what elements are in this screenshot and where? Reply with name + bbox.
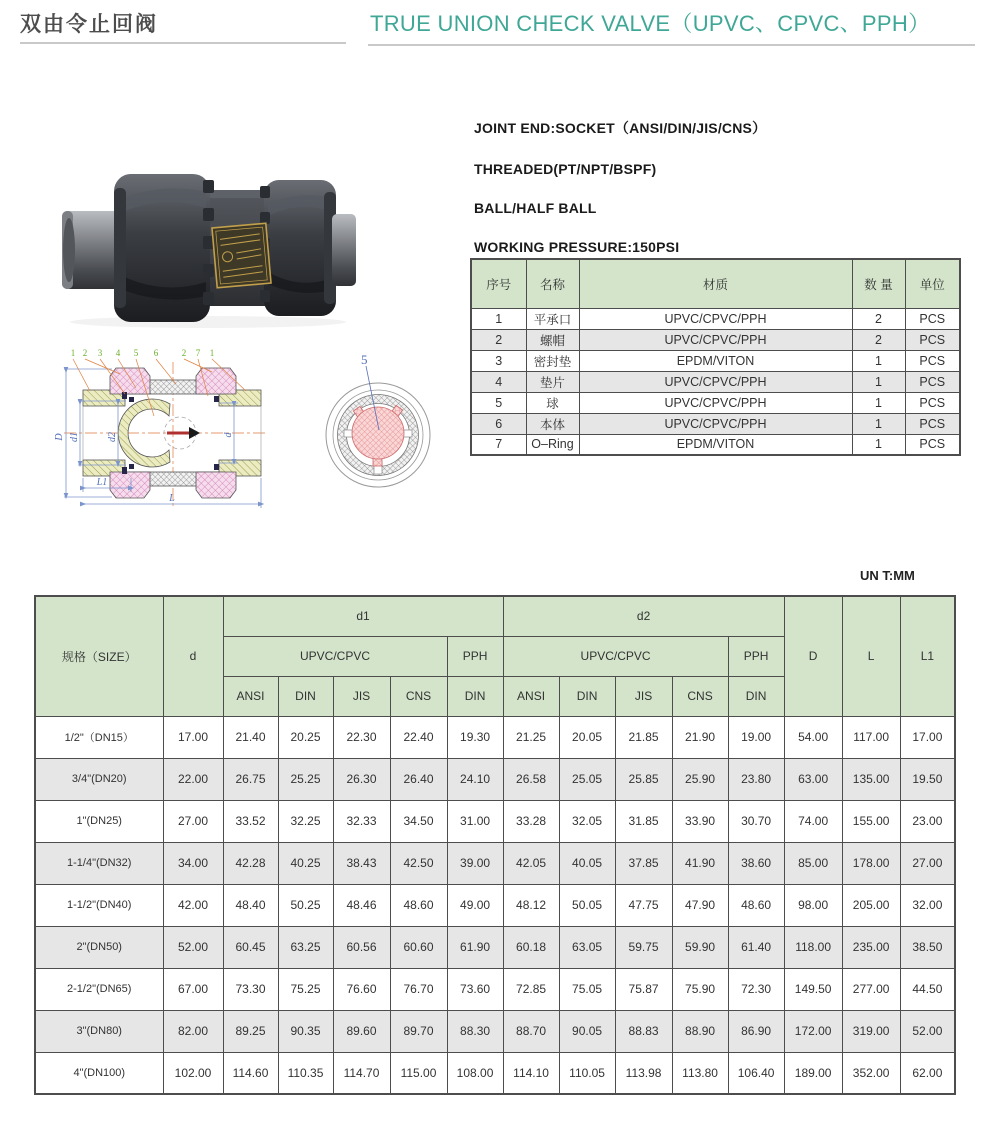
cell: 60.45 bbox=[223, 926, 278, 968]
cell: 63.00 bbox=[784, 758, 842, 800]
cell: UPVC/CPVC/PPH bbox=[579, 413, 852, 434]
cell: 50.25 bbox=[278, 884, 333, 926]
cell: 98.00 bbox=[784, 884, 842, 926]
cell: 19.30 bbox=[447, 716, 503, 758]
cell: 75.90 bbox=[672, 968, 728, 1010]
svg-text:5: 5 bbox=[133, 348, 139, 358]
table-row bbox=[471, 308, 960, 329]
section-view bbox=[64, 362, 268, 508]
cell: 117.00 bbox=[842, 716, 900, 758]
cell: 61.40 bbox=[728, 926, 784, 968]
cell: PCS bbox=[905, 350, 960, 371]
spec-pressure: WORKING PRESSURE:150PSI bbox=[474, 239, 680, 255]
cell: 5 bbox=[471, 392, 526, 413]
cell: 38.60 bbox=[728, 842, 784, 884]
cell: 113.98 bbox=[615, 1052, 672, 1094]
svg-text:1: 1 bbox=[70, 348, 76, 358]
col-D: D bbox=[784, 596, 842, 716]
svg-text:2: 2 bbox=[181, 348, 187, 358]
table-row bbox=[35, 716, 955, 758]
spec-joint-end: JOINT END:SOCKET（ANSI/DIN/JIS/CNS） bbox=[474, 120, 767, 136]
cell: 26.58 bbox=[503, 758, 559, 800]
cell: 21.25 bbox=[503, 716, 559, 758]
cell: 63.05 bbox=[559, 926, 615, 968]
col-L1: L1 bbox=[900, 596, 955, 716]
cell: 76.70 bbox=[390, 968, 447, 1010]
group-d2-upvc: UPVC/CPVC bbox=[503, 636, 728, 676]
cell: 1 bbox=[471, 308, 526, 329]
cell: 33.90 bbox=[672, 800, 728, 842]
cell: 62.00 bbox=[900, 1052, 955, 1094]
cell: PCS bbox=[905, 371, 960, 392]
table-row bbox=[35, 884, 955, 926]
cell: UPVC/CPVC/PPH bbox=[579, 329, 852, 350]
table-row bbox=[471, 371, 960, 392]
cell: 4 bbox=[471, 371, 526, 392]
table-row bbox=[35, 800, 955, 842]
cell: 21.90 bbox=[672, 716, 728, 758]
cell: 88.90 bbox=[672, 1010, 728, 1052]
cell: 34.00 bbox=[163, 842, 223, 884]
photo-shadow bbox=[70, 316, 346, 328]
cell: 螺帽 bbox=[526, 329, 579, 350]
cell: 75.87 bbox=[615, 968, 672, 1010]
cell: 1-1/2"(DN40) bbox=[35, 884, 163, 926]
cell: PCS bbox=[905, 413, 960, 434]
svg-text:7: 7 bbox=[195, 348, 201, 358]
cell: 48.60 bbox=[390, 884, 447, 926]
cell: 189.00 bbox=[784, 1052, 842, 1094]
cell: 19.50 bbox=[900, 758, 955, 800]
cell: 73.60 bbox=[447, 968, 503, 1010]
col-serial: 序号 bbox=[471, 259, 526, 308]
table-row bbox=[35, 968, 955, 1010]
cell: 32.33 bbox=[333, 800, 390, 842]
cell: PCS bbox=[905, 434, 960, 455]
cell: 60.60 bbox=[390, 926, 447, 968]
cell: 59.75 bbox=[615, 926, 672, 968]
cell: 178.00 bbox=[842, 842, 900, 884]
cell: 26.30 bbox=[333, 758, 390, 800]
cell: 59.90 bbox=[672, 926, 728, 968]
cell: UPVC/CPVC/PPH bbox=[579, 392, 852, 413]
unit-note: UN T:MM bbox=[860, 568, 915, 583]
cell: 172.00 bbox=[784, 1010, 842, 1052]
cell: 113.80 bbox=[672, 1052, 728, 1094]
table-row bbox=[35, 926, 955, 968]
table-row bbox=[471, 413, 960, 434]
cell: PCS bbox=[905, 392, 960, 413]
cell: 88.83 bbox=[615, 1010, 672, 1052]
cell: 21.40 bbox=[223, 716, 278, 758]
cell: 24.10 bbox=[447, 758, 503, 800]
cell: 1 bbox=[852, 350, 905, 371]
group-d1-upvc: UPVC/CPVC bbox=[223, 636, 447, 676]
cell: 40.25 bbox=[278, 842, 333, 884]
cell: 37.85 bbox=[615, 842, 672, 884]
cell: 52.00 bbox=[900, 1010, 955, 1052]
cell: 25.85 bbox=[615, 758, 672, 800]
col-d1-din: DIN bbox=[278, 676, 333, 716]
end-view bbox=[326, 352, 430, 487]
page-title-chinese: 双由令止回阀 bbox=[20, 13, 158, 36]
svg-text:4: 4 bbox=[115, 348, 121, 358]
svg-text:d2: d2 bbox=[107, 432, 118, 442]
col-d2-din: DIN bbox=[559, 676, 615, 716]
cell: 73.30 bbox=[223, 968, 278, 1010]
cell: 26.40 bbox=[390, 758, 447, 800]
table-row bbox=[35, 842, 955, 884]
cell: 2 bbox=[852, 308, 905, 329]
cell: 3 bbox=[471, 350, 526, 371]
cell: 20.25 bbox=[278, 716, 333, 758]
cell: 39.00 bbox=[447, 842, 503, 884]
cell: 6 bbox=[471, 413, 526, 434]
col-d2-cns: CNS bbox=[672, 676, 728, 716]
table-row bbox=[471, 434, 960, 455]
cell: 23.00 bbox=[900, 800, 955, 842]
cell: 67.00 bbox=[163, 968, 223, 1010]
cell: 75.25 bbox=[278, 968, 333, 1010]
cell: 密封垫 bbox=[526, 350, 579, 371]
cell: 1 bbox=[852, 413, 905, 434]
cell: 2 bbox=[852, 329, 905, 350]
spec-ball: BALL/HALF BALL bbox=[474, 200, 597, 216]
cell: 17.00 bbox=[900, 716, 955, 758]
cell: 54.00 bbox=[784, 716, 842, 758]
cell: 17.00 bbox=[163, 716, 223, 758]
cell: 135.00 bbox=[842, 758, 900, 800]
cell: 32.00 bbox=[900, 884, 955, 926]
cell: 垫片 bbox=[526, 371, 579, 392]
cell: 48.12 bbox=[503, 884, 559, 926]
cell: 1-1/4"(DN32) bbox=[35, 842, 163, 884]
cell: 7 bbox=[471, 434, 526, 455]
cell: 90.05 bbox=[559, 1010, 615, 1052]
cell: 72.30 bbox=[728, 968, 784, 1010]
col-qty: 数 量 bbox=[852, 259, 905, 308]
cell: 319.00 bbox=[842, 1010, 900, 1052]
cell: 108.00 bbox=[447, 1052, 503, 1094]
cell: 89.70 bbox=[390, 1010, 447, 1052]
cell: 86.90 bbox=[728, 1010, 784, 1052]
end-view-callout: 5 bbox=[361, 352, 368, 367]
cell: 85.00 bbox=[784, 842, 842, 884]
cell: 22.00 bbox=[163, 758, 223, 800]
cell: 42.05 bbox=[503, 842, 559, 884]
cell: 76.60 bbox=[333, 968, 390, 1010]
cell: 352.00 bbox=[842, 1052, 900, 1094]
cell: 235.00 bbox=[842, 926, 900, 968]
col-d1-pph-din: DIN bbox=[447, 676, 503, 716]
cell: 102.00 bbox=[163, 1052, 223, 1094]
table-row bbox=[471, 350, 960, 371]
cell: 20.05 bbox=[559, 716, 615, 758]
cell: EPDM/VITON bbox=[579, 434, 852, 455]
cell: 48.60 bbox=[728, 884, 784, 926]
svg-text:L1: L1 bbox=[96, 477, 108, 488]
col-name: 名称 bbox=[526, 259, 579, 308]
cell: 23.80 bbox=[728, 758, 784, 800]
parts-header-row bbox=[471, 259, 960, 308]
cell: 75.05 bbox=[559, 968, 615, 1010]
cell: 61.90 bbox=[447, 926, 503, 968]
cell: 149.50 bbox=[784, 968, 842, 1010]
cell: 3"(DN80) bbox=[35, 1010, 163, 1052]
product-photo bbox=[58, 148, 358, 330]
svg-text:2: 2 bbox=[82, 348, 88, 358]
cell: 90.35 bbox=[278, 1010, 333, 1052]
cell: 球 bbox=[526, 392, 579, 413]
cell: 48.40 bbox=[223, 884, 278, 926]
cell: 205.00 bbox=[842, 884, 900, 926]
col-d: d bbox=[163, 596, 223, 716]
group-d1-pph: PPH bbox=[447, 636, 503, 676]
cell: 22.30 bbox=[333, 716, 390, 758]
cell: 74.00 bbox=[784, 800, 842, 842]
group-d2: d2 bbox=[503, 596, 784, 636]
cell: UPVC/CPVC/PPH bbox=[579, 308, 852, 329]
cell: 89.60 bbox=[333, 1010, 390, 1052]
cell: 4"(DN100) bbox=[35, 1052, 163, 1094]
cell: 40.05 bbox=[559, 842, 615, 884]
cell: 41.90 bbox=[672, 842, 728, 884]
svg-text:d: d bbox=[223, 432, 234, 438]
cell: 31.85 bbox=[615, 800, 672, 842]
svg-text:6: 6 bbox=[153, 348, 159, 358]
col-d1-ansi: ANSI bbox=[223, 676, 278, 716]
cell: 60.18 bbox=[503, 926, 559, 968]
cell: 89.25 bbox=[223, 1010, 278, 1052]
cell: 114.60 bbox=[223, 1052, 278, 1094]
cell: 31.00 bbox=[447, 800, 503, 842]
cell: 2 bbox=[471, 329, 526, 350]
col-L: L bbox=[842, 596, 900, 716]
cell: 1"(DN25) bbox=[35, 800, 163, 842]
cell: 115.00 bbox=[390, 1052, 447, 1094]
cell: 26.75 bbox=[223, 758, 278, 800]
svg-text:L: L bbox=[169, 493, 175, 504]
group-d2-pph: PPH bbox=[728, 636, 784, 676]
cell: 3/4"(DN20) bbox=[35, 758, 163, 800]
table-row bbox=[471, 329, 960, 350]
group-d1: d1 bbox=[223, 596, 503, 636]
col-d2-ansi: ANSI bbox=[503, 676, 559, 716]
table-row bbox=[35, 1010, 955, 1052]
col-size: 规格（SIZE） bbox=[35, 596, 163, 716]
flow-arrow bbox=[189, 427, 200, 439]
cell: 1 bbox=[852, 434, 905, 455]
parts-table bbox=[470, 258, 961, 456]
valve-body-photo bbox=[62, 174, 356, 322]
svg-text:D: D bbox=[54, 433, 65, 441]
cell: 38.43 bbox=[333, 842, 390, 884]
cell: 27.00 bbox=[900, 842, 955, 884]
callout-numbers bbox=[71, 348, 215, 358]
cell: 49.00 bbox=[447, 884, 503, 926]
cell: 118.00 bbox=[784, 926, 842, 968]
cell: 1 bbox=[852, 371, 905, 392]
page-title-english: TRUE UNION CHECK VALVE（UPVC、CPVC、PPH） bbox=[370, 11, 931, 36]
table-row bbox=[471, 392, 960, 413]
cell: 32.25 bbox=[278, 800, 333, 842]
spec-threaded: THREADED(PT/NPT/BSPF) bbox=[474, 161, 657, 177]
technical-drawing bbox=[28, 338, 468, 533]
col-unit: 单位 bbox=[905, 259, 960, 308]
table-row bbox=[35, 758, 955, 800]
cell: 25.05 bbox=[559, 758, 615, 800]
cell: 42.50 bbox=[390, 842, 447, 884]
cell: 88.30 bbox=[447, 1010, 503, 1052]
cell: 本体 bbox=[526, 413, 579, 434]
table-row bbox=[35, 1052, 955, 1094]
cell: PCS bbox=[905, 329, 960, 350]
cell: 60.56 bbox=[333, 926, 390, 968]
cell: 155.00 bbox=[842, 800, 900, 842]
cell: UPVC/CPVC/PPH bbox=[579, 371, 852, 392]
cell: 22.40 bbox=[390, 716, 447, 758]
cell: 72.85 bbox=[503, 968, 559, 1010]
cell: 106.40 bbox=[728, 1052, 784, 1094]
brand-label bbox=[212, 223, 271, 287]
col-d2-jis: JIS bbox=[615, 676, 672, 716]
svg-text:1: 1 bbox=[209, 348, 215, 358]
cell: 1/2"（DN15） bbox=[35, 716, 163, 758]
cell: 32.05 bbox=[559, 800, 615, 842]
cell: 52.00 bbox=[163, 926, 223, 968]
cell: 19.00 bbox=[728, 716, 784, 758]
cell: 25.25 bbox=[278, 758, 333, 800]
col-d2-pph-din: DIN bbox=[728, 676, 784, 716]
cell: O–Ring bbox=[526, 434, 579, 455]
cell: 33.28 bbox=[503, 800, 559, 842]
cell: 21.85 bbox=[615, 716, 672, 758]
cell: PCS bbox=[905, 308, 960, 329]
svg-text:3: 3 bbox=[97, 348, 103, 358]
cell: 63.25 bbox=[278, 926, 333, 968]
cell: 47.75 bbox=[615, 884, 672, 926]
dimensions-table bbox=[34, 595, 956, 1095]
cell: 110.35 bbox=[278, 1052, 333, 1094]
cell: 2"(DN50) bbox=[35, 926, 163, 968]
cell: 44.50 bbox=[900, 968, 955, 1010]
cell: 2-1/2"(DN65) bbox=[35, 968, 163, 1010]
cell: 42.28 bbox=[223, 842, 278, 884]
col-d1-jis: JIS bbox=[333, 676, 390, 716]
cell: 48.46 bbox=[333, 884, 390, 926]
spec-list bbox=[474, 118, 766, 278]
cell: 110.05 bbox=[559, 1052, 615, 1094]
cell: 30.70 bbox=[728, 800, 784, 842]
cell: 33.52 bbox=[223, 800, 278, 842]
dim-header-row-1 bbox=[35, 596, 955, 636]
cell: 42.00 bbox=[163, 884, 223, 926]
col-material: 材质 bbox=[579, 259, 852, 308]
cell: 34.50 bbox=[390, 800, 447, 842]
cell: 47.90 bbox=[672, 884, 728, 926]
cell: 27.00 bbox=[163, 800, 223, 842]
cell: 38.50 bbox=[900, 926, 955, 968]
cell: 277.00 bbox=[842, 968, 900, 1010]
title-underline-right bbox=[368, 44, 975, 46]
cell: 82.00 bbox=[163, 1010, 223, 1052]
cell: 1 bbox=[852, 392, 905, 413]
title-underline-left bbox=[20, 42, 346, 44]
cell: 114.10 bbox=[503, 1052, 559, 1094]
svg-text:d1: d1 bbox=[69, 432, 80, 442]
cell: 114.70 bbox=[333, 1052, 390, 1094]
cell: 88.70 bbox=[503, 1010, 559, 1052]
cell: 平承口 bbox=[526, 308, 579, 329]
cell: 25.90 bbox=[672, 758, 728, 800]
cell: 50.05 bbox=[559, 884, 615, 926]
cell: EPDM/VITON bbox=[579, 350, 852, 371]
col-d1-cns: CNS bbox=[390, 676, 447, 716]
